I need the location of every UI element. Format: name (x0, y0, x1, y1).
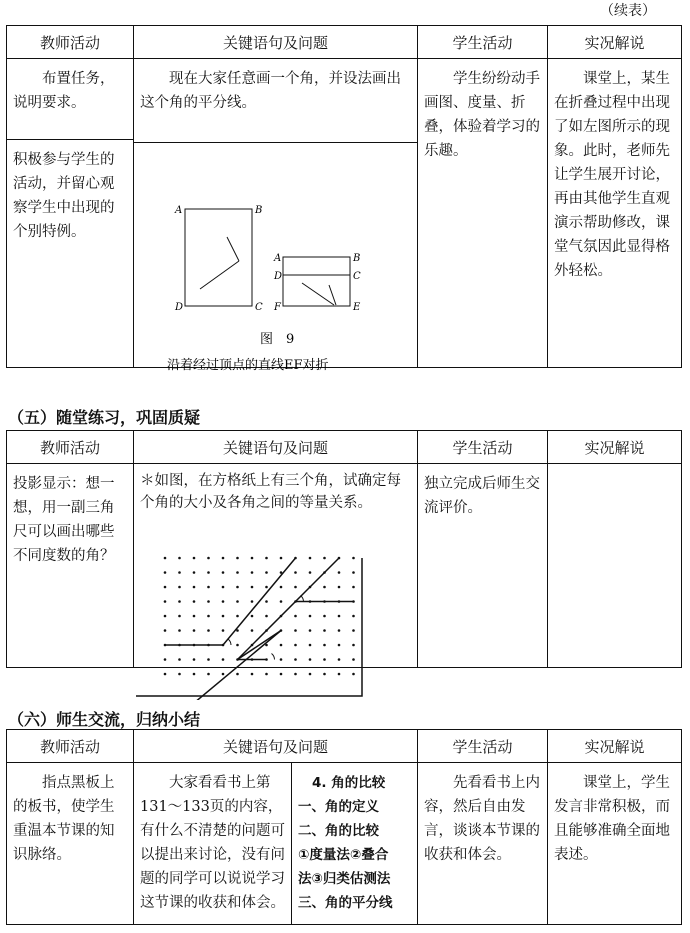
grid-frame (136, 558, 362, 696)
grid-dot (164, 586, 167, 589)
label-C-right: C (353, 271, 361, 282)
grid-dot (236, 586, 239, 589)
grid-dot (251, 629, 254, 632)
grid-dot (251, 615, 254, 618)
grid-dot (236, 557, 239, 560)
grid-dot (352, 658, 355, 661)
grid-dot (280, 644, 283, 647)
grid-dot (222, 557, 225, 560)
angle-arc (301, 596, 304, 602)
grid-dot (294, 629, 297, 632)
teacher-board-text: 指点黑板上的板书，使学生重温本节课的知识脉络。 (13, 775, 115, 863)
teacher-observe-text: 积极参与学生的活动，并留心观察学生中出现的个别特例。 (13, 152, 115, 240)
grid-dot (338, 629, 341, 632)
grid-dot (207, 571, 210, 574)
header-student: 学生活动 (418, 431, 548, 464)
grid-dot (352, 644, 355, 647)
grid-dot (207, 586, 210, 589)
grid-dot (265, 586, 268, 589)
label-B-right: B (353, 253, 361, 264)
grid-dot (294, 644, 297, 647)
grid-dot (294, 571, 297, 574)
grid-dot (207, 615, 210, 618)
grid-dot (265, 673, 268, 676)
grid-dot (323, 673, 326, 676)
grid-dot (280, 658, 283, 661)
teacher-task-text: 布置任务，说明要求。 (13, 71, 115, 111)
header-comment: 实况解说 (548, 431, 682, 464)
grid-dot (294, 615, 297, 618)
grid-dot (352, 629, 355, 632)
grid-dot (251, 571, 254, 574)
grid-dot (164, 600, 167, 603)
grid-dot (164, 571, 167, 574)
angle-line (238, 631, 282, 660)
grid-dot (193, 629, 196, 632)
grid-dot (352, 586, 355, 589)
grid-dot (309, 571, 312, 574)
grid-dot (338, 586, 341, 589)
paper-rect-right (283, 257, 350, 306)
header-comment: 实况解说 (548, 730, 682, 763)
grid-dot (193, 571, 196, 574)
header-teacher: 教师活动 (7, 431, 134, 464)
grid-dot (323, 658, 326, 661)
grid-dot (207, 673, 210, 676)
grid-dot (323, 615, 326, 618)
board-line-5: 三、角的平分线 (298, 895, 393, 911)
label-F-right: F (274, 302, 281, 313)
grid-dot (352, 615, 355, 618)
dot-grid-figure (134, 550, 418, 700)
grid-dot (294, 586, 297, 589)
label-C-left: C (255, 302, 263, 313)
grid-dot (193, 557, 196, 560)
grid-dot (309, 644, 312, 647)
angle-ray-1 (227, 237, 239, 261)
grid-dot (309, 629, 312, 632)
label-A-left: A (175, 205, 183, 216)
header-key: 关键语句及问题 (134, 730, 418, 763)
header-teacher: 教师活动 (7, 730, 134, 763)
grid-dot (338, 673, 341, 676)
fold-figure (134, 199, 418, 399)
angle-line (223, 558, 296, 645)
grid-dot (236, 644, 239, 647)
angle-arc (272, 654, 275, 660)
grid-dot (178, 600, 181, 603)
grid-dot (207, 557, 210, 560)
grid-dot (251, 673, 254, 676)
comment-text: 课堂上，某生在折叠过程中出现了如左图所示的现象。此时，老师先让学生展开讨论，再由其他学生直观演示帮助修改，课堂气氛因此显得格外轻松。 (554, 71, 670, 279)
grid-dot (309, 615, 312, 618)
grid-dot (178, 557, 181, 560)
label-A-right: A (274, 253, 282, 264)
board-line-4: 法③归类估测法 (298, 871, 391, 887)
key-review-text: 大家看看书上第131～133页的内容，有什么不清楚的问题可以提出来讨论，没有问题的同学可以说说学习这节课的收获和体会。 (140, 775, 285, 911)
grid-dot (178, 571, 181, 574)
grid-dot (222, 629, 225, 632)
grid-dot (280, 600, 283, 603)
board-line-3: ①度量法②叠合 (298, 847, 389, 863)
header-key: 关键语句及问题 (134, 431, 418, 464)
paper-rect-left (185, 209, 252, 306)
grid-dot (222, 615, 225, 618)
grid-dot (222, 673, 225, 676)
grid-dot (222, 658, 225, 661)
grid-dot (352, 571, 355, 574)
angle-arc (228, 639, 231, 645)
grid-dot (309, 658, 312, 661)
section-6-title: （六）师生交流，归纳小结 (8, 710, 201, 729)
grid-dot (338, 615, 341, 618)
grid-dot (236, 615, 239, 618)
grid-dot (193, 600, 196, 603)
grid-dot (294, 658, 297, 661)
exercise-question-text: ＊如图，在方格纸上有三个角，试确定每个角的大小及各角之间的等量关系。 (140, 473, 401, 511)
key-question-text: 现在大家任意画一个角，并设法画出这个角的平分线。 (140, 71, 401, 111)
figure-caption: 图 9 (260, 332, 295, 347)
grid-dot (178, 658, 181, 661)
grid-dot (338, 658, 341, 661)
grid-dot (164, 658, 167, 661)
grid-dot (164, 557, 167, 560)
continued-label: （续表） (600, 3, 656, 19)
grid-dot (280, 586, 283, 589)
grid-dot (178, 615, 181, 618)
grid-dot (164, 629, 167, 632)
grid-dot (280, 557, 283, 560)
grid-dot (236, 600, 239, 603)
teacher-projection-text: 投影显示：想一想，用一副三角尺可以画出哪些不同度数的角？ (13, 476, 115, 564)
grid-dot (207, 600, 210, 603)
blackboard-outline (292, 763, 417, 919)
grid-dot (236, 673, 239, 676)
grid-dot (323, 644, 326, 647)
grid-dot (251, 600, 254, 603)
grid-dot (164, 615, 167, 618)
grid-dot (236, 571, 239, 574)
table-activity-1 (6, 25, 682, 373)
grid-dot (323, 557, 326, 560)
grid-dot (193, 586, 196, 589)
grid-dot (265, 571, 268, 574)
grid-dot (265, 557, 268, 560)
grid-dot (352, 557, 355, 560)
grid-dot (178, 586, 181, 589)
grid-dot (222, 600, 225, 603)
figure-subcaption: 沿着经过顶点的直线EF对折 (167, 358, 329, 373)
grid-dot (193, 673, 196, 676)
grid-dot (309, 557, 312, 560)
grid-dot (294, 673, 297, 676)
grid-dot (265, 615, 268, 618)
grid-dot (251, 586, 254, 589)
comment-empty (548, 464, 681, 476)
grid-dot (193, 658, 196, 661)
label-B-left: B (255, 205, 263, 216)
section-5-title: （五）随堂练习，巩固质疑 (8, 408, 201, 427)
header-teacher: 教师活动 (7, 26, 134, 59)
table-activity-2 (6, 430, 682, 668)
angle-ray-2 (200, 261, 239, 289)
board-line-2: 二、角的比较 (298, 823, 379, 839)
grid-dot (338, 644, 341, 647)
angle-line (194, 631, 281, 701)
grid-dot (352, 673, 355, 676)
student-independent-text: 独立完成后师生交流评价。 (424, 476, 540, 516)
grid-dot (207, 629, 210, 632)
grid-dot (193, 615, 196, 618)
student-activity-text: 学生纷纷动手画图、度量、折叠，体验着学习的乐趣。 (424, 71, 540, 159)
grid-dot (251, 557, 254, 560)
grid-dot (280, 673, 283, 676)
header-student: 学生活动 (418, 730, 548, 763)
label-D-left: D (175, 302, 184, 313)
header-comment: 实况解说 (548, 26, 682, 59)
header-key: 关键语句及问题 (134, 26, 418, 59)
board-line-title: 4. 角的比较 (312, 775, 386, 791)
student-discuss-text: 先看看书上内容，然后自由发言，谈谈本节课的收获和体会。 (424, 775, 541, 863)
comment-summary-text: 课堂上，学生发言非常积极，而且能够准确全面地表述。 (554, 775, 671, 863)
grid-dot (178, 673, 181, 676)
table-activity-3 (6, 729, 682, 925)
grid-dot (222, 571, 225, 574)
header-student: 学生活动 (418, 26, 548, 59)
label-E-right: E (353, 302, 361, 313)
grid-dot (164, 673, 167, 676)
grid-dot (338, 571, 341, 574)
grid-dot (207, 658, 210, 661)
board-line-1: 一、角的定义 (298, 799, 379, 815)
grid-dot (323, 586, 326, 589)
grid-dot (178, 629, 181, 632)
grid-dot (222, 586, 225, 589)
grid-dot (309, 673, 312, 676)
grid-dot (265, 600, 268, 603)
label-D-right: D (274, 271, 283, 282)
grid-dot (323, 629, 326, 632)
